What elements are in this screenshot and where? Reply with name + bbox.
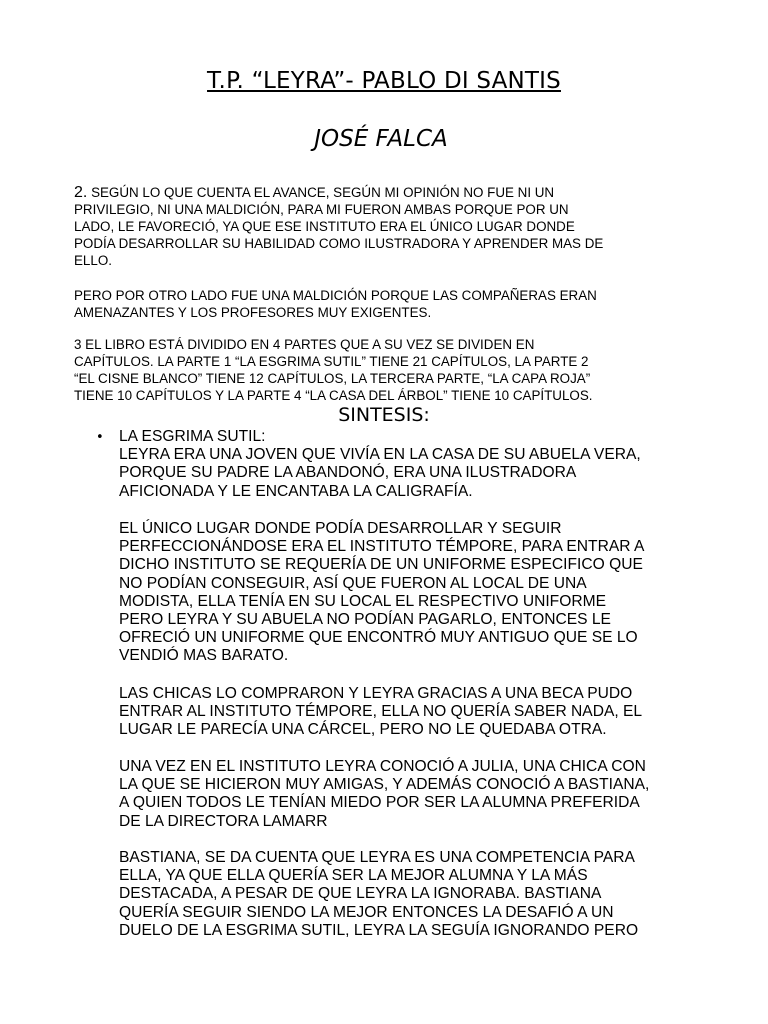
answer-2-text: SEGÚN LO QUE CUENTA EL AVANCE, SEGÚN MI OPINIÓN NO FUE NI UN PRIVILEGIO, NI UNA MALDICIÓN, PARA MI FUERON AMBAS PORQUE POR UN LADO, LE FAVORECIÓ, YA QUE ESE INSTITUTO ERA EL ÚNICO LUGAR DONDE PODÍA DESARROLLAR SU HABILIDAD COMO ILUSTRADORA Y APRENDER MAS DE ELLO. (74, 185, 604, 268)
answer-2-continued-paragraph: PERO POR OTRO LADO FUE UNA MALDICIÓN PORQUE LAS COMPAÑERAS ERAN AMENAZANTES Y LOS PROFESORES MUY EXIGENTES. (74, 288, 597, 320)
answer-2-number: 2. (74, 184, 88, 201)
sintesis-paragraph-2: EL ÚNICO LUGAR DONDE PODÍA DESARROLLAR Y SEGUIR PERFECCIONÁNDOSE ERA EL INSTITUTO TÉMPORE, PARA ENTRAR A DICHO INSTITUTO SE REQUERÍA DE UN UNIFORME ESPECIFICO QUE NO PODÍAN CONSEGUIR, ASÍ QUE FUERON AL LOCAL DE UNA MODISTA, ELLA TENÍA EN SU LOCAL EL RESPECTIVO UNIFORME PERO LEYRA Y SU ABUELA NO PODÍAN PAGARLO, ENTONCES LE OFRECIÓ UN UNIFORME QUE ENCONTRÓ MUY ANTIGUO QUE SE LO VENDIÓ MAS BARATO. (119, 520, 645, 665)
sintesis-heading: SINTESIS: (338, 404, 430, 426)
author-name: JOSÉ FALCA (314, 126, 448, 152)
bullet-marker: • (96, 430, 104, 445)
answer-2-paragraph (74, 184, 714, 269)
answer-3-paragraph: 3 EL LIBRO ESTÁ DIVIDIDO EN 4 PARTES QUE A SU VEZ SE DIVIDEN EN CAPÍTULOS. LA PARTE 1 “LA ESGRIMA SUTIL” TIENE 21 CAPÍTULOS, LA PARTE 2 “EL CISNE BLANCO” TIENE 12 CAPÍTULOS, LA TERCERA PARTE, “LA CAPA ROJA” TIENE 10 CAPÍTULOS Y LA PARTE 4 “LA CASA DEL ÁRBOL” TIENE 10 CAPÍTULOS. (74, 337, 593, 403)
document-title: T.P. “LEYRA”- PABLO DI SANTIS (207, 68, 561, 94)
sintesis-paragraph-5: BASTIANA, SE DA CUENTA QUE LEYRA ES UNA COMPETENCIA PARA ELLA, YA QUE ELLA QUERÍA SER LA MEJOR ALUMNA Y LA MÁS DESTACADA, A PESAR DE QUE LEYRA LA IGNORABA. BASTIANA QUERÍA SEGUIR SIENDO LA MEJOR ENTONCES LA DESAFIÓ A UN DUELO DE LA ESGRIMA SUTIL, LEYRA LA SEGUÍA IGNORANDO PERO (119, 849, 639, 939)
sintesis-paragraph-1: LA ESGRIMA SUTIL: LEYRA ERA UNA JOVEN QUE VIVÍA EN LA CASA DE SU ABUELA VERA, PORQUE SU PADRE LA ABANDONÓ, ERA UNA ILUSTRADORA AFICIONADA Y LE ENCANTABA LA CALIGRAFÍA. (119, 428, 641, 500)
sintesis-paragraph-4: UNA VEZ EN EL INSTITUTO LEYRA CONOCIÓ A JULIA, UNA CHICA CON LA QUE SE HICIERON MUY AMIGAS, Y ADEMÁS CONOCIÓ A BASTIANA, A QUIEN TODOS LE TENÍAN MIEDO POR SER LA ALUMNA PREFERIDA DE LA DIRECTORA LAMARR (119, 758, 650, 830)
sintesis-paragraph-3: LAS CHICAS LO COMPRARON Y LEYRA GRACIAS A UNA BECA PUDO ENTRAR AL INSTITUTO TÉMPORE, ELLA NO QUERÍA SABER NADA, EL LUGAR LE PARECÍA UNA CÁRCEL, PERO NO LE QUEDABA OTRA. (119, 685, 643, 739)
